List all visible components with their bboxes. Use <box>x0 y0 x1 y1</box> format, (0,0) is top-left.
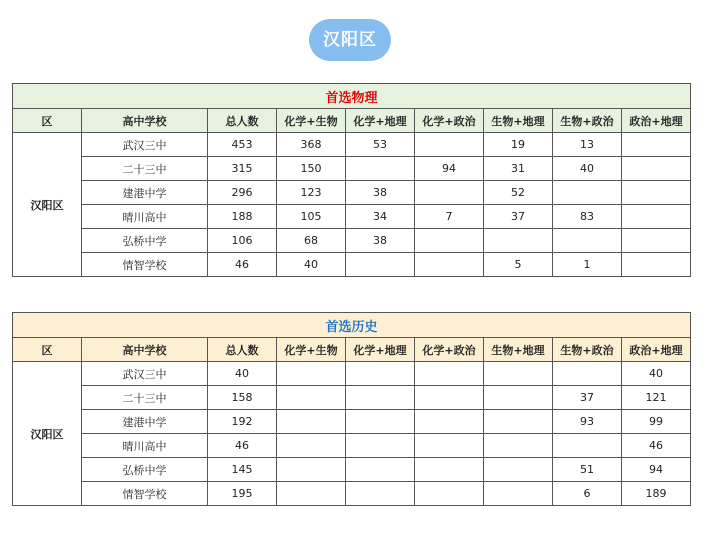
value-cell <box>553 229 622 253</box>
school-name-cell: 晴川高中 <box>82 434 208 458</box>
value-cell <box>346 458 415 482</box>
value-cell: 19 <box>484 133 553 157</box>
column-header: 化学+生物 <box>277 109 346 133</box>
value-cell <box>484 458 553 482</box>
value-cell: 123 <box>277 181 346 205</box>
value-cell <box>277 386 346 410</box>
value-cell <box>415 362 484 386</box>
history-header-row <box>13 338 691 362</box>
table-row <box>13 229 691 253</box>
column-header: 生物+政治 <box>553 109 622 133</box>
history-table <box>12 312 691 506</box>
table-row <box>13 482 691 506</box>
value-cell <box>277 482 346 506</box>
column-header: 化学+地理 <box>346 338 415 362</box>
table-row <box>13 253 691 277</box>
history-title-row <box>13 313 691 338</box>
column-header: 化学+政治 <box>415 338 484 362</box>
value-cell: 121 <box>622 386 691 410</box>
column-header: 高中学校 <box>82 338 208 362</box>
value-cell: 94 <box>415 157 484 181</box>
physics-header-row <box>13 109 691 133</box>
value-cell: 1 <box>553 253 622 277</box>
value-cell: 188 <box>208 205 277 229</box>
school-name-cell: 二十三中 <box>82 386 208 410</box>
value-cell: 38 <box>346 229 415 253</box>
value-cell: 99 <box>622 410 691 434</box>
column-header: 生物+政治 <box>553 338 622 362</box>
value-cell: 105 <box>277 205 346 229</box>
table-row <box>13 181 691 205</box>
value-cell <box>277 410 346 434</box>
value-cell <box>415 181 484 205</box>
value-cell <box>415 434 484 458</box>
column-header: 政治+地理 <box>622 338 691 362</box>
value-cell <box>346 482 415 506</box>
value-cell <box>277 434 346 458</box>
school-name-cell: 武汉三中 <box>82 133 208 157</box>
value-cell <box>622 181 691 205</box>
value-cell: 296 <box>208 181 277 205</box>
physics-title-row <box>13 84 691 109</box>
table-title: 首选历史 <box>13 313 691 338</box>
table-row <box>13 410 691 434</box>
column-header: 化学+生物 <box>277 338 346 362</box>
value-cell: 34 <box>346 205 415 229</box>
value-cell: 46 <box>208 253 277 277</box>
district-cell: 汉阳区 <box>13 133 82 277</box>
value-cell: 368 <box>277 133 346 157</box>
value-cell <box>277 458 346 482</box>
school-name-cell: 情智学校 <box>82 253 208 277</box>
table-title: 首选物理 <box>13 84 691 109</box>
value-cell: 192 <box>208 410 277 434</box>
history-table-body <box>13 313 691 506</box>
value-cell <box>346 410 415 434</box>
value-cell <box>346 253 415 277</box>
value-cell <box>622 157 691 181</box>
school-name-cell: 二十三中 <box>82 157 208 181</box>
physics-table-body <box>13 84 691 277</box>
value-cell: 37 <box>553 386 622 410</box>
value-cell <box>484 434 553 458</box>
value-cell: 453 <box>208 133 277 157</box>
column-header: 区 <box>13 338 82 362</box>
value-cell <box>346 157 415 181</box>
column-header: 生物+地理 <box>484 338 553 362</box>
school-name-cell: 建港中学 <box>82 410 208 434</box>
value-cell <box>622 133 691 157</box>
value-cell <box>622 253 691 277</box>
value-cell: 37 <box>484 205 553 229</box>
value-cell: 106 <box>208 229 277 253</box>
value-cell <box>415 229 484 253</box>
value-cell <box>346 434 415 458</box>
value-cell: 93 <box>553 410 622 434</box>
school-name-cell: 武汉三中 <box>82 362 208 386</box>
district-cell: 汉阳区 <box>13 362 82 506</box>
column-header: 区 <box>13 109 82 133</box>
value-cell: 40 <box>208 362 277 386</box>
column-header: 生物+地理 <box>484 109 553 133</box>
value-cell <box>553 181 622 205</box>
value-cell: 195 <box>208 482 277 506</box>
school-name-cell: 弘桥中学 <box>82 229 208 253</box>
value-cell <box>484 229 553 253</box>
value-cell <box>553 434 622 458</box>
value-cell: 51 <box>553 458 622 482</box>
value-cell <box>484 386 553 410</box>
value-cell: 145 <box>208 458 277 482</box>
school-name-cell: 晴川高中 <box>82 205 208 229</box>
value-cell: 40 <box>622 362 691 386</box>
value-cell: 31 <box>484 157 553 181</box>
value-cell: 53 <box>346 133 415 157</box>
value-cell <box>415 386 484 410</box>
value-cell <box>484 362 553 386</box>
value-cell: 189 <box>622 482 691 506</box>
value-cell <box>415 458 484 482</box>
value-cell: 68 <box>277 229 346 253</box>
value-cell: 83 <box>553 205 622 229</box>
school-name-cell: 情智学校 <box>82 482 208 506</box>
value-cell <box>622 205 691 229</box>
value-cell: 6 <box>553 482 622 506</box>
column-header: 化学+地理 <box>346 109 415 133</box>
value-cell: 13 <box>553 133 622 157</box>
value-cell: 94 <box>622 458 691 482</box>
column-header: 总人数 <box>208 338 277 362</box>
value-cell <box>553 362 622 386</box>
value-cell <box>277 362 346 386</box>
value-cell: 46 <box>208 434 277 458</box>
physics-table <box>12 83 691 277</box>
column-header: 政治+地理 <box>622 109 691 133</box>
value-cell: 38 <box>346 181 415 205</box>
value-cell: 7 <box>415 205 484 229</box>
value-cell <box>415 253 484 277</box>
school-name-cell: 弘桥中学 <box>82 458 208 482</box>
table-row <box>13 133 691 157</box>
value-cell <box>415 482 484 506</box>
table-row <box>13 205 691 229</box>
value-cell: 150 <box>277 157 346 181</box>
value-cell <box>484 482 553 506</box>
district-badge: 汉阳区 <box>309 19 391 61</box>
value-cell: 5 <box>484 253 553 277</box>
value-cell: 40 <box>553 157 622 181</box>
value-cell: 158 <box>208 386 277 410</box>
value-cell: 46 <box>622 434 691 458</box>
value-cell <box>346 362 415 386</box>
table-row <box>13 362 691 386</box>
value-cell <box>346 386 415 410</box>
value-cell: 315 <box>208 157 277 181</box>
school-name-cell: 建港中学 <box>82 181 208 205</box>
value-cell: 40 <box>277 253 346 277</box>
column-header: 化学+政治 <box>415 109 484 133</box>
value-cell <box>484 410 553 434</box>
value-cell <box>415 410 484 434</box>
value-cell: 52 <box>484 181 553 205</box>
table-row <box>13 386 691 410</box>
table-row <box>13 458 691 482</box>
value-cell <box>622 229 691 253</box>
column-header: 高中学校 <box>82 109 208 133</box>
table-row <box>13 157 691 181</box>
value-cell <box>415 133 484 157</box>
column-header: 总人数 <box>208 109 277 133</box>
table-row <box>13 434 691 458</box>
